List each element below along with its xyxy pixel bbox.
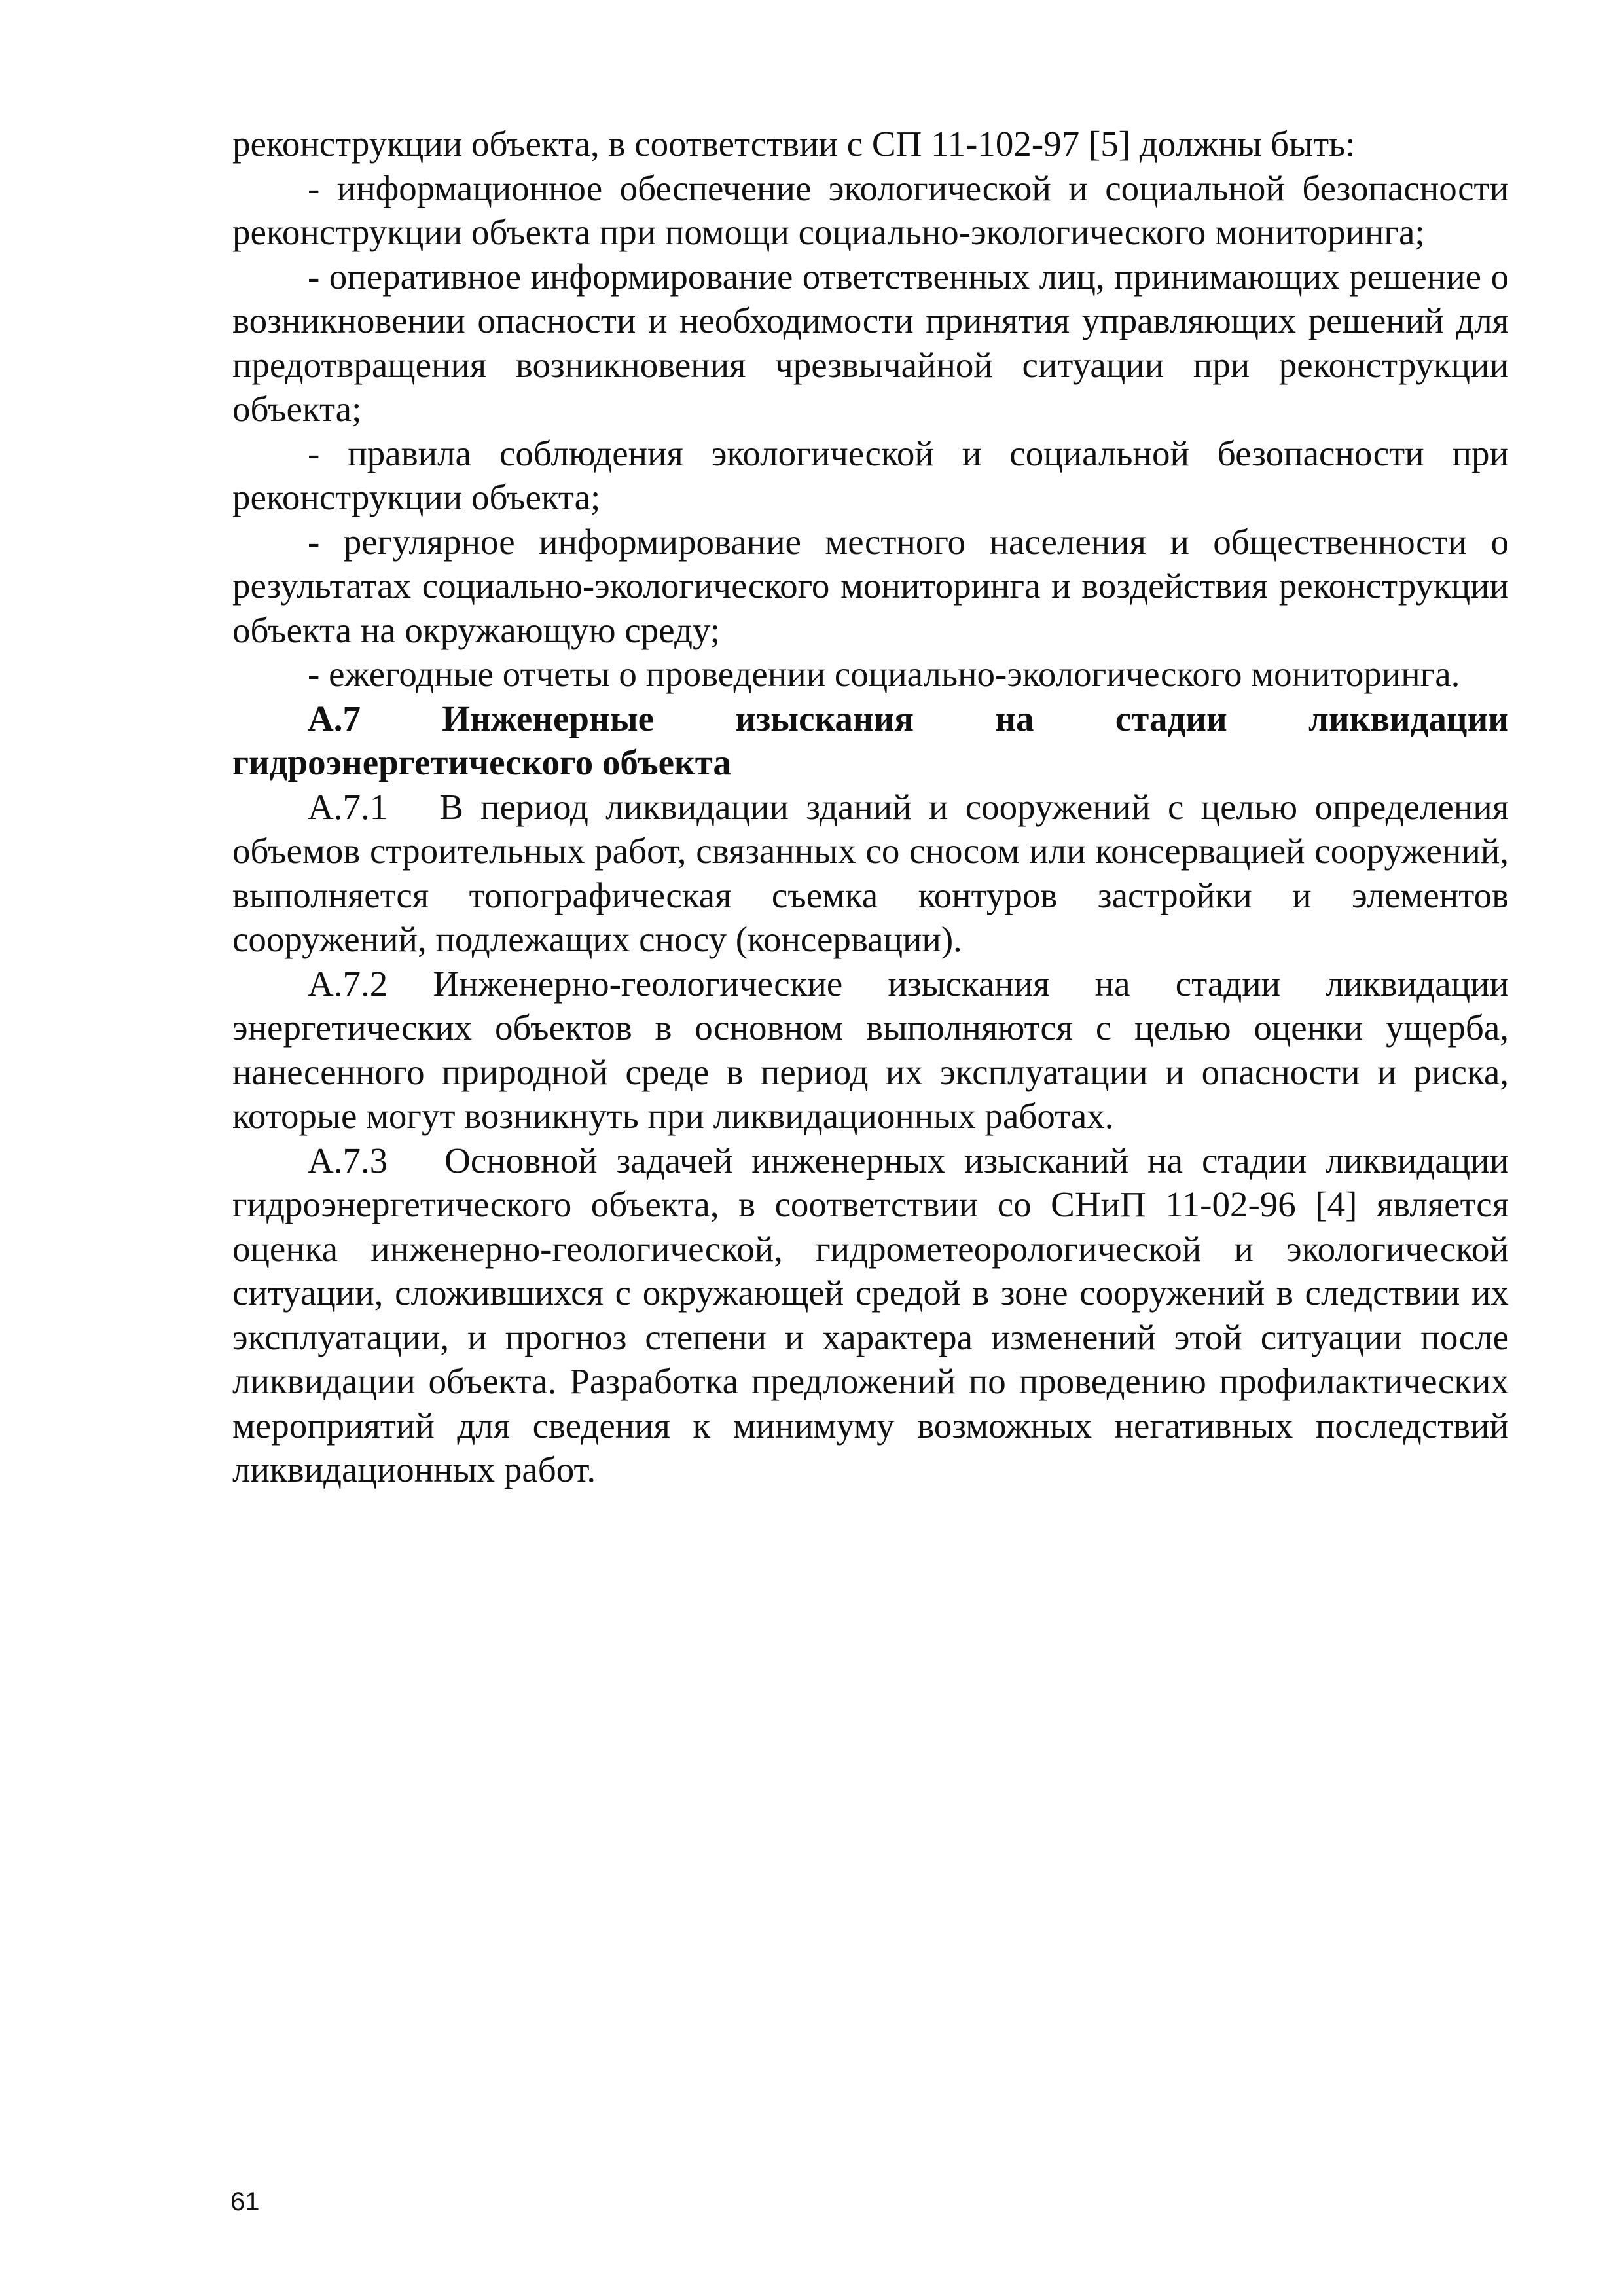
page-number: 61 xyxy=(230,2187,260,2216)
clause-paragraph xyxy=(232,962,1509,1139)
clause-number: А.7.1 xyxy=(308,786,388,827)
bullet-item: - регулярное информирование местного населения и общественности о результатах социально-экологического мониторинга и воздействия реконструкции объекта на окружающую среду; xyxy=(232,521,1509,650)
clause-paragraph xyxy=(232,1139,1509,1492)
bullet-item: - информационное обеспечение экологической и социальной безопасности реконструкции объекта при помощи социально-экологического мониторинга; xyxy=(232,168,1509,252)
clause-paragraph xyxy=(232,785,1509,962)
intro-paragraph: реконструкции объекта, в соответствии с СП 11-102-97 [5] должны быть: xyxy=(232,124,1356,164)
section-heading: А.7 Инженерные изыскания на стадии ликвидации гидроэнергетического объекта xyxy=(232,698,1509,782)
bullet-item: - правила соблюдения экологической и социальной безопасности при реконструкции объекта; xyxy=(232,433,1509,517)
document-body xyxy=(232,122,1509,1492)
bullet-item: - оперативное информирование ответственных лиц, принимающих решение о возникновении опасности и необходимости принятия управляющих решений для предотвращения возникновения чрезвычайной ситуации при реконструкции объекта; xyxy=(232,256,1509,429)
clause-text: Основной задачей инженерных изысканий на стадии ликвидации гидроэнергетического объекта, в соответствии со СНиП 11-02-96 [4] является оценка инженерно-геологической, гидрометеорологической и экологической ситуации, сложившихся с окружающей средой в зоне сооружений в следствии их эксплуатации, и прогноз степени и характера изменений этой ситуации после ликвидации объекта. Разработка предложений по проведению профилактических мероприятий для сведения к минимуму возможных негативных последствий ликвидационных работ. xyxy=(232,1140,1509,1489)
clause-text: В период ликвидации зданий и сооружений с целью определения объемов строительных работ, связанных со сносом или консервацией сооружений, выполняется топографическая съемка контуров застройки и элементов сооружений, подлежащих сносу (консервации). xyxy=(232,786,1509,959)
clause-number: А.7.3 xyxy=(308,1140,388,1180)
clause-text: Инженерно-геологические изыскания на стадии ликвидации энергетических объектов в основном выполняются с целью оценки ущерба, нанесенного природной среде в период их эксплуатации и опасности и риска, которые могут возникнуть при ликвидационных работах. xyxy=(232,963,1509,1136)
bullet-item: - ежегодные отчеты о проведении социально-экологического мониторинга. xyxy=(308,654,1460,694)
clause-number: А.7.2 xyxy=(308,963,388,1004)
